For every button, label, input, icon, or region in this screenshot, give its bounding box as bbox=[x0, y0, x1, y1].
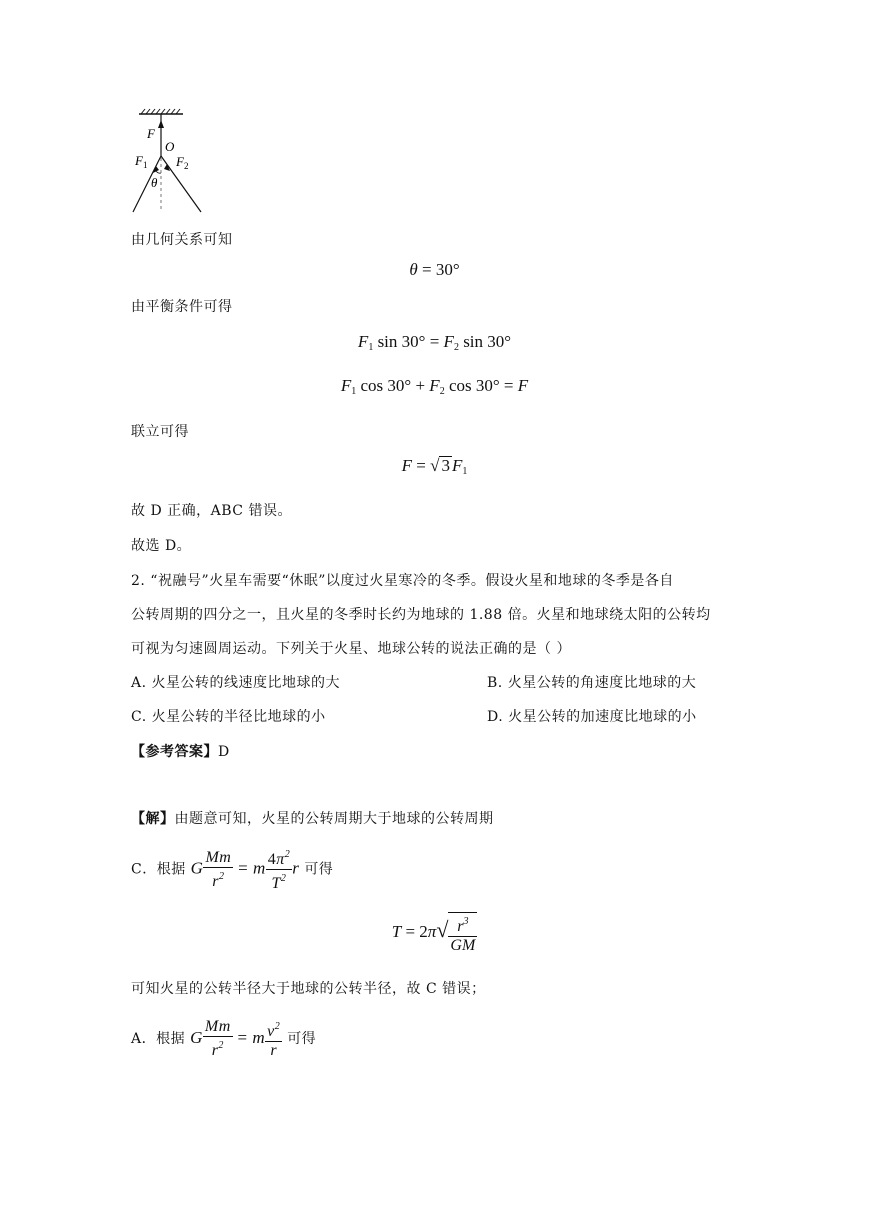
answer-value: D bbox=[218, 744, 230, 760]
text-geometry: 由几何关系可知 bbox=[131, 232, 233, 248]
text-combine: 联立可得 bbox=[131, 424, 189, 440]
question2-line3: 可视为匀速圆周运动。下列关于火星、地球公转的说法正确的是（ ） bbox=[131, 641, 571, 657]
answer-line bbox=[131, 741, 230, 761]
equation-cos: $F_1$ $\cos 30^\circ + F_2$ cos 30° = F bbox=[340, 376, 529, 397]
equation-sin: $F_1$ $\sin 30^\circ = F_2$ sin 30° bbox=[357, 332, 512, 353]
c-suffix: 可得 bbox=[304, 861, 334, 878]
option-a-derivation: A．根据 G $\frac{Mm}{r^2}$ = m $\frac{v^2}{r}$ 可得 bbox=[131, 1018, 317, 1059]
option-a: A. 火星公转的线速度比地球的大 bbox=[131, 675, 341, 691]
solution-text: 由题意可知，火星的公转周期大于地球的公转周期 bbox=[174, 811, 494, 827]
text-conclusion1: 故 D 正确，ABC 错误。 bbox=[131, 503, 292, 519]
text-conclusion2: 故选 D。 bbox=[131, 538, 192, 554]
option-b: B. 火星公转的角速度比地球的大 bbox=[487, 675, 697, 691]
equation-theta: θ = 30° bbox=[409, 260, 460, 279]
question2-line1: 2. “祝融号”火星车需要“休眠”以度过火星寒冷的冬季。假设火星和地球的冬季是各自 bbox=[131, 573, 674, 589]
a-suffix: 可得 bbox=[287, 1031, 317, 1047]
option-d: D. 火星公转的加速度比地球的小 bbox=[487, 709, 697, 725]
label-f2: $F_2$ bbox=[176, 154, 189, 171]
equation-result: F = √ 3 $F_1$ bbox=[401, 456, 468, 477]
question2-line2: 公转周期的四分之一，且火星的冬季时长约为地球的 1.88 倍。火星和地球绕太阳的公转均 bbox=[131, 607, 711, 623]
text-balance: 由平衡条件可得 bbox=[131, 299, 233, 315]
label-f1: $F_1$ bbox=[135, 153, 148, 170]
force-diagram bbox=[125, 108, 215, 216]
label-f: F bbox=[147, 126, 155, 141]
solution-line bbox=[131, 808, 494, 828]
c-prefix: C．根据 bbox=[131, 861, 186, 878]
option-c: C. 火星公转的半径比地球的小 bbox=[131, 709, 326, 725]
label-theta: θ bbox=[151, 175, 158, 190]
solution-label: 【解】 bbox=[131, 811, 175, 827]
option-c-derivation: C．根据 G $\frac{Mm}{r^2}$ = m $\frac{4\pi^2}{T^2}$ r 可得 bbox=[131, 846, 333, 893]
text-c-conclusion: 可知火星的公转半径大于地球的公转半径，故 C 错误； bbox=[131, 981, 486, 997]
force-f-arrow bbox=[158, 120, 164, 128]
equation-period: T = 2π√ $\frac{r^3}{GM}$ bbox=[0, 910, 869, 955]
label-o: O bbox=[165, 139, 175, 154]
answer-label: 【参考答案】 bbox=[131, 744, 218, 760]
a-prefix: A．根据 bbox=[131, 1031, 186, 1047]
